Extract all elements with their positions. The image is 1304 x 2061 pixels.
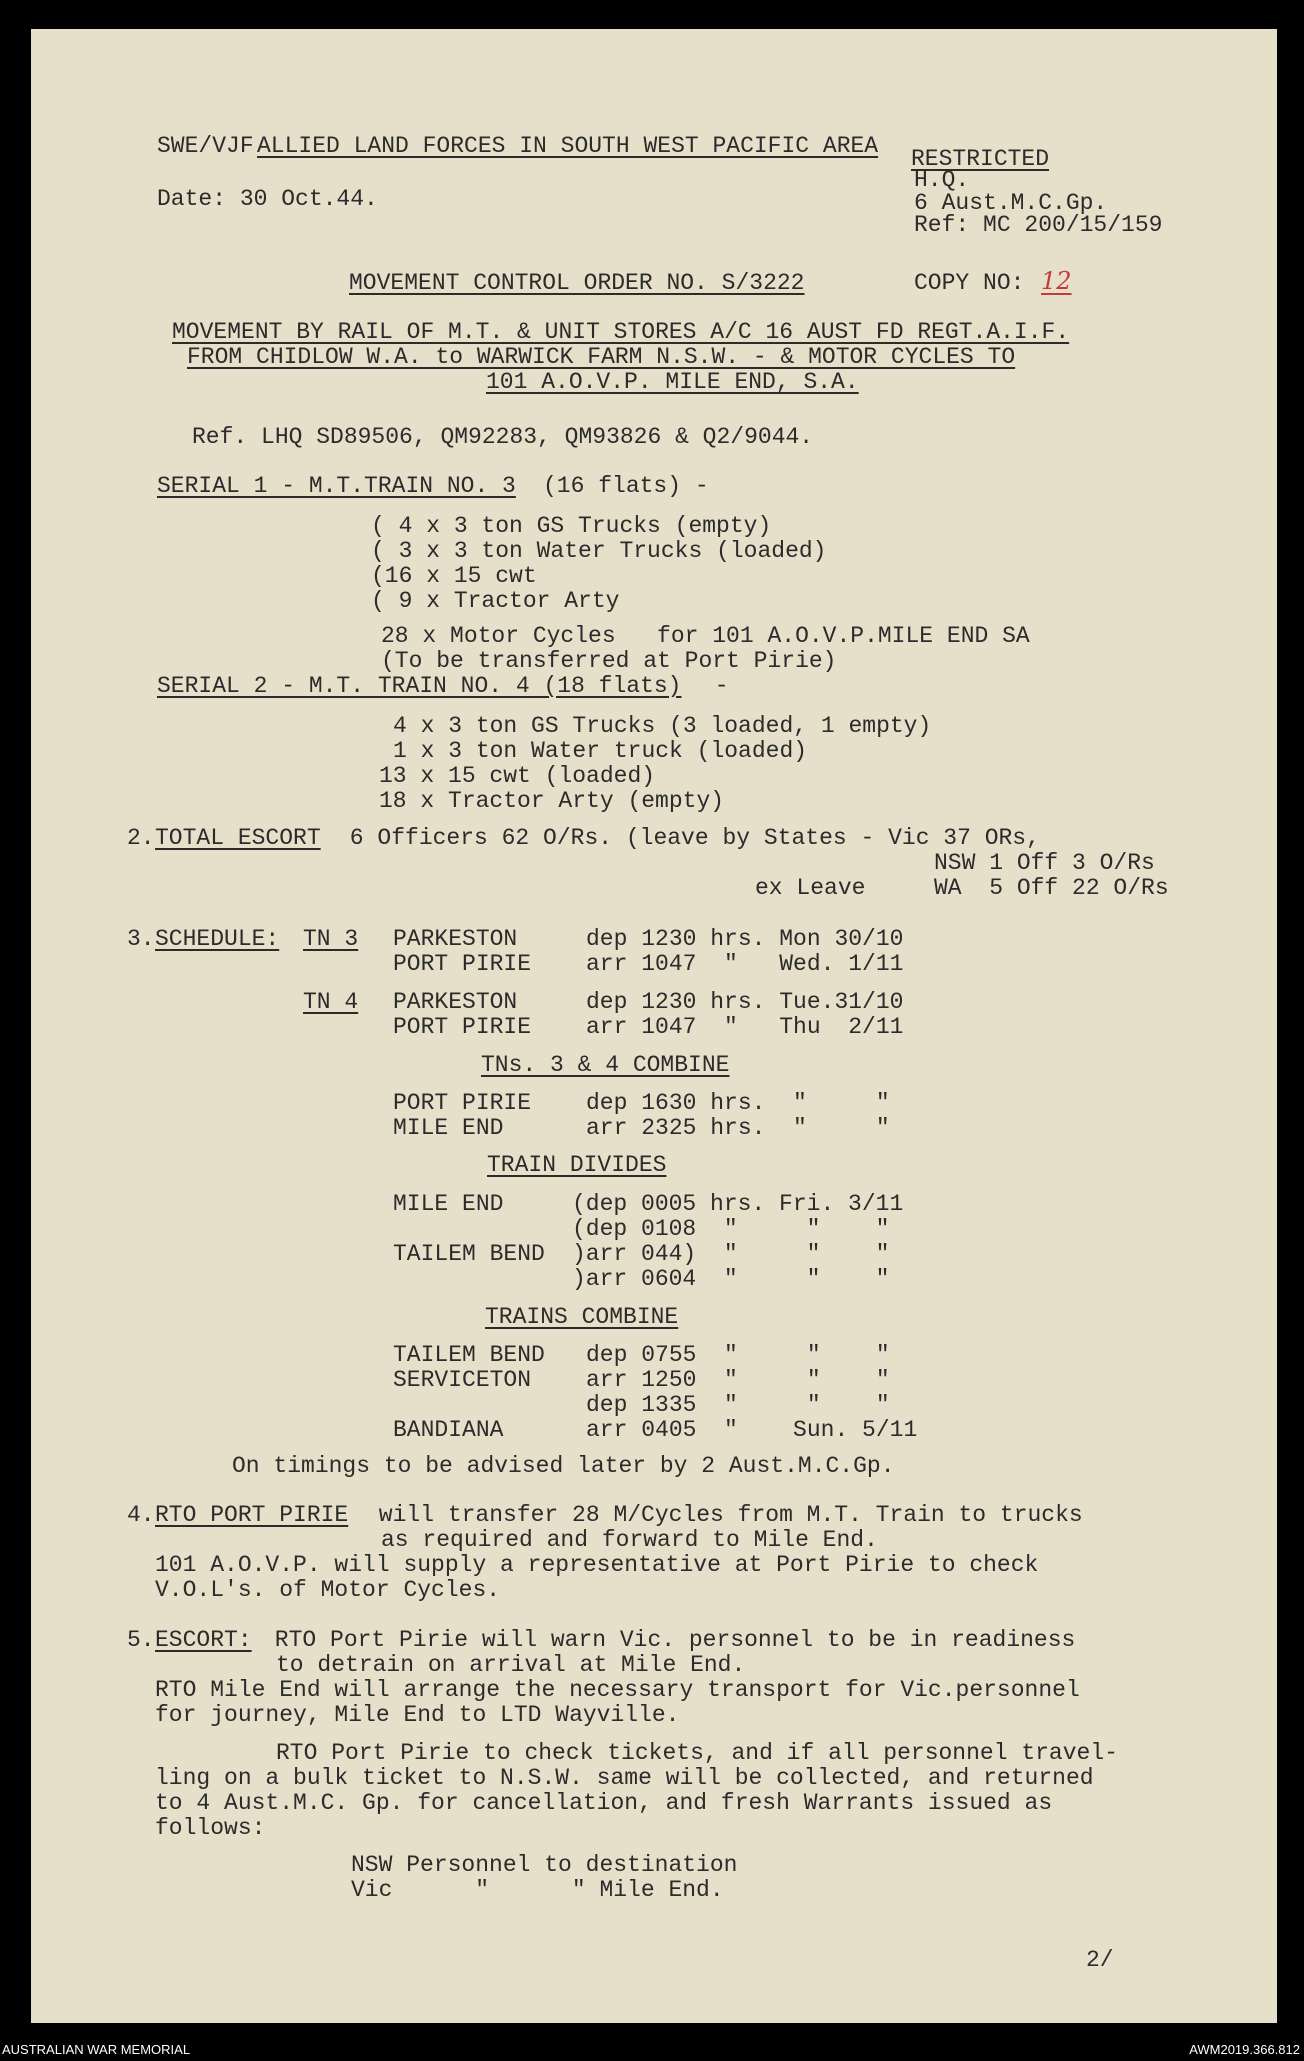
para-5-text: RTO Mile End will arrange the necessary transport for Vic.personnel <box>155 1677 1080 1703</box>
para-4-text: 101 A.O.V.P. will supply a representative at Port Pirie to check <box>155 1552 1039 1578</box>
combine-heading: TNs. 3 & 4 COMBINE <box>481 1052 730 1078</box>
para-4-text: will transfer 28 M/Cycles from M.T. Train to trucks <box>365 1502 1083 1528</box>
serial-1-suffix: (16 flats) - <box>543 473 709 499</box>
schedule-time: arr 1047 " Thu 2/11 <box>586 1014 904 1040</box>
schedule-time: dep 0755 " " " <box>586 1342 890 1368</box>
schedule-time: )arr 0604 " " " <box>572 1266 890 1292</box>
ref-initials: SWE/VJF <box>157 133 254 159</box>
schedule-place: BANDIANA <box>393 1417 504 1443</box>
reference-number: Ref: MC 200/15/159 <box>914 212 1163 238</box>
schedule-place: PORT PIRIE <box>393 1014 532 1040</box>
schedule-time: )arr 044) " " " <box>572 1241 890 1267</box>
para-4-text: as required and forward to Mile End. <box>381 1527 878 1553</box>
para-4-number: 4. <box>127 1502 155 1528</box>
copy-label: COPY NO: <box>914 270 1025 296</box>
schedule-time: dep 1230 hrs. Mon 30/10 <box>586 926 904 952</box>
para-5-text: to detrain on arrival at Mile End. <box>276 1652 746 1678</box>
para-4-text: V.O.L's. of Motor Cycles. <box>155 1577 501 1603</box>
serial-2-item: 18 x Tractor Arty (empty) <box>379 788 725 814</box>
warrant-nsw-line: NSW Personnel to destination <box>351 1852 738 1878</box>
para-5-text: RTO Port Pirie will warn Vic. personnel to be in readiness <box>261 1627 1076 1653</box>
archive-footer-left: AUSTRALIAN WAR MEMORIAL <box>2 2042 191 2057</box>
serial-1-item: ( 4 x 3 ton GS Trucks (empty) <box>371 513 772 539</box>
para-5-number: 5. <box>127 1627 155 1653</box>
escort-nsw: NSW 1 Off 3 O/Rs <box>934 850 1155 876</box>
serial-1-item: (16 x 15 cwt <box>371 563 537 589</box>
serial-2-suffix: - <box>701 673 729 699</box>
train-3-label: TN 3 <box>303 926 359 952</box>
document-page <box>31 29 1277 2023</box>
hq-label: H.Q. <box>914 167 970 193</box>
reference-line: Ref. LHQ SD89506, QM92283, QM93826 & Q2/9044. <box>192 424 814 450</box>
warrant-vic-line: Vic " " Mile End. <box>351 1877 724 1903</box>
schedule-place: SERVICETON <box>393 1367 532 1393</box>
escort-label: TOTAL ESCORT <box>155 825 321 851</box>
classification-stamp: RESTRICTED <box>911 146 1050 172</box>
escort-wa: WA 5 Off 22 O/Rs <box>934 875 1169 901</box>
para-5-text: RTO Port Pirie to check tickets, and if all personnel travel- <box>276 1740 1118 1766</box>
trains-combine-heading: TRAINS COMBINE <box>485 1304 679 1330</box>
subject-line-2: FROM CHIDLOW W.A. to WARWICK FARM N.S.W. - & MOTOR CYCLES TO <box>187 344 1016 370</box>
schedule-place: PARKESTON <box>393 989 518 1015</box>
escort-text: 6 Officers 62 O/Rs. (leave by States - Vic 37 ORs, <box>336 825 1040 851</box>
unit-label: 6 Aust.M.C.Gp. <box>914 190 1108 216</box>
divides-heading: TRAIN DIVIDES <box>487 1152 667 1178</box>
para-5-text: ling on a bulk ticket to N.S.W. same will be collected, and returned <box>155 1765 1094 1791</box>
schedule-place: PORT PIRIE <box>393 951 532 977</box>
schedule-place: PORT PIRIE <box>393 1090 532 1116</box>
para-5-text: for journey, Mile End to LTD Wayville. <box>155 1702 680 1728</box>
serial-2-item: 4 x 3 ton GS Trucks (3 loaded, 1 empty) <box>393 713 932 739</box>
timings-note: On timings to be advised later by 2 Aust.M.C.Gp. <box>232 1453 895 1479</box>
para-5-label: ESCORT: <box>155 1627 252 1653</box>
schedule-time: dep 1630 hrs. " " <box>586 1090 890 1116</box>
schedule-time: arr 2325 hrs. " " <box>586 1115 890 1141</box>
schedule-place: TAILEM BEND <box>393 1241 545 1267</box>
schedule-place: MILE END <box>393 1115 504 1141</box>
para-5-text: follows: <box>155 1815 266 1841</box>
schedule-place: PARKESTON <box>393 926 518 952</box>
copy-number-handwritten: 12 <box>1041 267 1072 295</box>
serial-1-item: ( 9 x Tractor Arty <box>371 588 620 614</box>
para-5-text: to 4 Aust.M.C. Gp. for cancellation, and fresh Warrants issued as <box>155 1790 1053 1816</box>
transfer-note: (To be transferred at Port Pirie) <box>381 648 837 674</box>
schedule-time: arr 0405 " Sun. 5/11 <box>586 1417 918 1443</box>
org-title: ALLIED LAND FORCES IN SOUTH WEST PACIFIC AREA <box>257 133 879 159</box>
serial-1-item: ( 3 x 3 ton Water Trucks (loaded) <box>371 538 827 564</box>
schedule-time: arr 1250 " " " <box>586 1367 890 1393</box>
schedule-time: (dep 0108 " " " <box>572 1216 890 1242</box>
para-4-label: RTO PORT PIRIE <box>155 1502 349 1528</box>
escort-number: 2. <box>127 825 155 851</box>
subject-line-3: 101 A.O.V.P. MILE END, S.A. <box>486 369 859 395</box>
schedule-place: TAILEM BEND <box>393 1342 545 1368</box>
escort-ex-leave: ex Leave <box>755 875 866 901</box>
train-4-label: TN 4 <box>303 989 359 1015</box>
schedule-time: dep 1230 hrs. Tue.31/10 <box>586 989 904 1015</box>
serial-1-label: SERIAL 1 - M.T.TRAIN NO. 3 <box>157 473 516 499</box>
document-date: Date: 30 Oct.44. <box>157 186 378 212</box>
schedule-time: arr 1047 " Wed. 1/11 <box>586 951 904 977</box>
subject-line-1: MOVEMENT BY RAIL OF M.T. & UNIT STORES A/C 16 AUST FD REGT.A.I.F. <box>172 319 1070 345</box>
schedule-number: 3. <box>127 926 155 952</box>
serial-2-item: 1 x 3 ton Water truck (loaded) <box>393 738 808 764</box>
schedule-time: dep 1335 " " " <box>586 1392 890 1418</box>
schedule-place: MILE END <box>393 1191 504 1217</box>
order-title: MOVEMENT CONTROL ORDER NO. S/3222 <box>349 270 805 296</box>
page-number: 2/ <box>1086 1947 1114 1973</box>
archive-footer-right: AWM2019.366.812 <box>1189 2042 1300 2057</box>
schedule-label: SCHEDULE: <box>155 926 280 952</box>
serial-2-label: SERIAL 2 - M.T. TRAIN NO. 4 (18 flats) <box>157 673 682 699</box>
motor-cycles-line: 28 x Motor Cycles for 101 A.O.V.P.MILE END SA <box>381 623 1030 649</box>
schedule-time: (dep 0005 hrs. Fri. 3/11 <box>572 1191 904 1217</box>
serial-2-item: 13 x 15 cwt (loaded) <box>379 763 656 789</box>
